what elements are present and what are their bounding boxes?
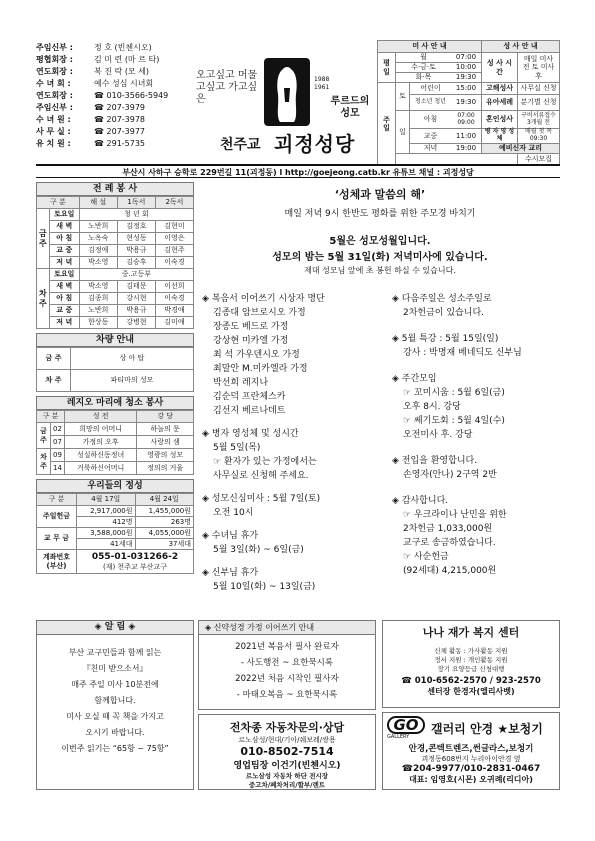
notice-item — [202, 529, 388, 557]
notice-line: 최 석 가우덴시오 가정 — [213, 350, 300, 360]
bible-title: ◈ 신약성경 가정 이어쓰기 안내 — [199, 621, 375, 635]
notice-title-text: 전입을 환영합니다. — [401, 456, 478, 466]
mary-statue-icon — [264, 58, 310, 126]
sunday-label: 주일 — [378, 83, 396, 166]
liturgy-row — [37, 209, 194, 221]
notice-title-text: 감사합니다. — [401, 496, 449, 506]
staff-role: 주임신부 : — [36, 103, 73, 112]
notice-item — [202, 427, 388, 483]
gallery-logo: GO GALLERY — [387, 716, 427, 740]
sacrament-title: 성 사 안 내 — [482, 41, 560, 53]
liturgy-row — [37, 269, 194, 281]
notice-line: 5월 5일(목) — [213, 443, 261, 453]
motto: 오고싶고 머물고싶고 가고싶은 — [196, 70, 258, 105]
legio-cell: 영광의 성모 — [137, 449, 194, 462]
alim-line: 『친미 받으소서』 — [82, 664, 148, 673]
liturgy-cell: 이숙경 — [155, 293, 193, 305]
staff-row — [36, 102, 186, 114]
legio-cell: 정의의 거울 — [137, 462, 194, 475]
notice-title-text: 다음주일은 성소주일로 — [401, 294, 492, 304]
notice-item — [392, 494, 560, 578]
liturgy-row — [37, 233, 194, 245]
legio-row — [37, 449, 194, 462]
liturgy-slot: 아 침 — [49, 293, 79, 305]
liturgy-row — [37, 281, 194, 293]
notices-left — [202, 292, 388, 603]
mass-table: 미 사 안 내 성 사 안 내 평일 월 07:00 성 사 시 간 매일 미사 전 토 미사 후 수·금·토 10:00 화·목 19:30 주일 토 어린이 15:00 고해성사 사무실 신청 청소년 청년 19:30 유아세례 분기별 신청 일 아침 07:00 09:00 혼인성사 구비서류접수 3개월 전 교중 11:00 병 자 영 성 체 매월 첫 목 09:30 저녁 19:00 예비신자 교리 수시모집 — [377, 40, 560, 166]
notice-line: 교구로 송금하였습니다. — [403, 538, 496, 548]
staff-value: 정 호 (빈첸시오) — [94, 43, 152, 52]
diamond-icon: ◈ — [392, 294, 402, 304]
staff-role: 유 치 원 : — [36, 139, 71, 148]
liturgy-cell: 박경애 — [155, 305, 193, 317]
notices-right — [392, 292, 560, 590]
legio-cell: 사랑의 샘 — [137, 436, 194, 449]
offering-label: 주일헌금 — [37, 506, 77, 528]
staff-row — [36, 54, 186, 66]
diamond-icon: ◈ — [392, 456, 402, 466]
liturgy-cell: 박소영 — [79, 257, 117, 269]
staff-value: ☎ 291-5735 — [94, 139, 146, 148]
staff-row — [36, 78, 186, 90]
legio-cell: 희망의 어머니 — [65, 423, 137, 436]
welfare-ad: 나나 재가 복지 센터 신체 활동 : 가사활동 지원 정서 지원 : 개인활동 지원 장기 요양등급 신청대행 ☎ 010-6562-2570 / 923-2570 센터장 한경자(엘리사벳) — [382, 620, 560, 708]
liturgy-cell: 강병현 — [117, 317, 155, 329]
liturgy-slot: 새 벽 — [49, 221, 79, 233]
staff-role: 수 녀 원 : — [36, 115, 71, 124]
staff-role: 연도회장 : — [36, 67, 73, 76]
notice-line: (92세대) 4,215,000원 — [403, 566, 497, 576]
notice-title — [202, 529, 388, 543]
alim-line: 함께합니다. — [94, 696, 136, 705]
alim-title: ◈ 알 림 ◈ — [37, 621, 193, 635]
offering-title: 우리들의 정성 — [36, 479, 194, 493]
liturgy-cell: 김정애 — [79, 245, 117, 257]
legio-cell: 거룩하신어머니 — [65, 462, 137, 475]
notice-title-text: 5월 특강 : 5월 15일(일) — [401, 334, 499, 344]
notice-line: 2차헌금이 있습니다. — [403, 308, 485, 318]
offering-count: 41세대 — [77, 539, 136, 550]
bible-line: 2021년 복음서 필사 완료자 — [235, 642, 339, 652]
notice-title-text: 복음서 이어쓰기 시상자 명단 — [211, 294, 325, 304]
legio-cell: 성실하신동정녀 — [65, 449, 137, 462]
notice-title-text: 성모신심미사 : 5월 7일(토) — [211, 494, 321, 504]
bible-box — [198, 620, 376, 710]
notice-title — [202, 492, 388, 506]
mass-schedule — [377, 40, 560, 166]
staff-row — [36, 114, 186, 126]
legio-week-label: 차 주 — [37, 449, 51, 475]
legio-week-label: 금 주 — [37, 423, 51, 449]
sermon-line-2: 성모의 밤는 5월 31일(화) 저녁미사에 있습니다. — [272, 252, 488, 263]
staff-row — [36, 42, 186, 54]
staff-row — [36, 66, 186, 78]
patron-name: 루르드의 성모 — [330, 96, 370, 119]
vehicle-table: 금 주 상 아 탑 차 주 파티마의 성모 — [36, 347, 194, 392]
church-prefix: 천주교 — [220, 137, 261, 153]
notice-line: 오전 10시 — [213, 508, 254, 518]
diamond-icon: ◈ — [202, 494, 212, 504]
notice-title — [202, 292, 388, 306]
liturgy-cell: 김현주 — [155, 245, 193, 257]
parish-years: 1988 1961 — [314, 76, 330, 91]
liturgy-slot: 새 벽 — [49, 281, 79, 293]
staff-row — [36, 138, 186, 150]
liturgy-cell: 노반희 — [79, 221, 117, 233]
sermon-title: ‘성체과 말씀의 해’ — [334, 188, 426, 201]
notice-item — [392, 332, 560, 360]
sermon-subtitle: 매일 저녁 9시 한반도 평화를 위한 주모경 바치기 — [284, 209, 476, 219]
weekday-label: 평일 — [378, 53, 396, 83]
bible-line: - 마태오복음 ~ 요한묵시록 — [236, 690, 338, 700]
notice-line: 5월 10일(화) ~ 13일(금) — [213, 582, 316, 592]
staff-row — [36, 126, 186, 138]
legio-no: 07 — [51, 436, 65, 449]
liturgy-row — [37, 317, 194, 329]
offering-row — [37, 506, 194, 517]
sermon-line-3: 제대 성모님 앞에 초 봉헌 하실 수 있습니다. — [304, 266, 456, 275]
liturgy-slot: 교 중 — [49, 305, 79, 317]
mass-title: 미 사 안 내 — [378, 41, 482, 53]
staff-value: ☎ 010-3566-5949 — [94, 91, 169, 100]
church-logo — [264, 58, 310, 126]
notice-line: 오전미사 후. 강당 — [403, 430, 473, 440]
notice-line: 김종대 암브로시오 가정 — [213, 308, 306, 318]
offering-amount: 3,588,000원 — [77, 528, 136, 539]
notice-line: ☞ 꼬미시움 : 5월 6일(금) — [403, 388, 505, 398]
notice-item — [392, 292, 560, 320]
legio-title: 레지오 마리애 청소 봉사 — [36, 396, 194, 410]
alim-line: 오시기 바랍니다. — [85, 728, 145, 737]
offering-label: 교 무 금 — [37, 528, 77, 550]
liturgy-cell: 노반희 — [79, 305, 117, 317]
legio-row — [37, 462, 194, 475]
liturgy-cell: 현성동 — [117, 233, 155, 245]
alim-line: 미사 오실 때 꼭 책을 가지고 — [66, 712, 164, 721]
liturgy-cell: 한상동 — [79, 317, 117, 329]
liturgy-row — [37, 305, 194, 317]
liturgy-cell: 김승후 — [117, 257, 155, 269]
staff-value: ☎ 207-3977 — [94, 127, 146, 136]
liturgy-cell: 박용규 — [117, 305, 155, 317]
notice-title — [202, 566, 388, 580]
liturgy-title: 전 례 봉 사 — [36, 182, 194, 196]
legio-no: 09 — [51, 449, 65, 462]
alim-box — [36, 620, 194, 790]
diamond-icon: ◈ — [202, 568, 212, 578]
offering-amount: 4,055,000원 — [135, 528, 194, 539]
notice-line: 강상현 미카엘 가정 — [213, 336, 289, 346]
legio-cell: 가정의 오후 — [65, 436, 137, 449]
notice-line: 5월 3일(화) ~ 6일(금) — [213, 545, 304, 555]
notice-line: 오후 8시. 강당 — [403, 402, 461, 412]
church-header — [190, 40, 370, 155]
offering-count: 37세대 — [135, 539, 194, 550]
legio-no: 02 — [51, 423, 65, 436]
liturgy-row — [37, 257, 194, 269]
liturgy-cell: 김미애 — [155, 317, 193, 329]
legio-table: 구 분 성 전 강 당 금 주 02 희망의 어머니 하늘의 문 07 가정의 오후 사랑의 샘 차 주 09 성실하신동정녀 영광의 성모 14 거룩하신어머니 정의의 거울 — [36, 410, 194, 475]
liturgy-week-label: 차 주 — [37, 269, 50, 329]
notice-item — [392, 372, 560, 442]
notice-line: ☞ 환자가 있는 가정에서는 — [213, 457, 317, 467]
notice-line: ☞ 우크라이나 난민을 위한 — [403, 510, 507, 520]
legio-cell: 하늘의 문 — [137, 423, 194, 436]
liturgy-slot: 저 녁 — [49, 317, 79, 329]
liturgy-cell: 김정호 — [117, 221, 155, 233]
liturgy-cell: 노옥숙 — [79, 233, 117, 245]
staff-row — [36, 90, 186, 102]
notice-title-text: 신부님 휴가 — [211, 568, 259, 578]
liturgy-cell: 김태문 — [117, 281, 155, 293]
notice-item — [202, 566, 388, 594]
notice-title — [392, 292, 560, 306]
liturgy-cell: 이선희 — [155, 281, 193, 293]
liturgy-group: 중.고등부 — [79, 269, 193, 281]
staff-value: ☎ 207-3978 — [94, 115, 146, 124]
offering-row — [37, 528, 194, 539]
notice-line: 사무실로 신청해 주세요. — [213, 471, 309, 481]
staff-value: 예수 성심 시녀회 — [94, 79, 154, 88]
liturgy-cell: 이영은 — [155, 233, 193, 245]
account-number: 055-01-031266-2 — [91, 552, 179, 563]
notice-title — [392, 372, 560, 386]
car-ad: 전차종 자동차문의·상담 르노삼성/현대/기아/쉐보레/쌍용 010-8502-7514 영업팀장 이건기(빈첸시오) 르노삼성 자동차 하단 전시장 중고차/폐차처리/할부/렌트 — [198, 714, 376, 790]
notice-line: ☞ 사순헌금 — [403, 552, 449, 562]
notice-line: ☞ 쎄기도회 : 5월 4일(수) — [403, 416, 505, 426]
liturgy-week-label: 금 주 — [37, 209, 50, 269]
staff-value: ☎ 207-3979 — [94, 103, 146, 112]
notice-line: 2차헌금 1,033,000원 — [403, 524, 493, 534]
liturgy-row — [37, 245, 194, 257]
liturgy-cell: 김종희 — [79, 293, 117, 305]
notice-item — [202, 292, 388, 418]
offering-table: 구 분 4월 17일 4월 24일 주일헌금 2,917,000원 1,455,000원 412명 263명 교 무 금 3,588,000원 4,055,000원 41세대 37세대 계좌번호 (부산) 055-01-031266-2 (재) 천주교 부산교구 — [36, 493, 194, 574]
offering-count: 263명 — [135, 517, 194, 528]
alim-line: 매주 주일 미사 10분전에 — [71, 680, 159, 689]
legio-row — [37, 423, 194, 436]
notice-title — [202, 427, 388, 441]
staff-role: 평협회장 : — [36, 55, 73, 64]
liturgy-slot: 아 침 — [49, 233, 79, 245]
notice-line: 김선지 베르나데트 — [213, 406, 286, 416]
diamond-icon: ◈ — [202, 531, 212, 541]
gallery-ad: GO GALLERY 갤러리 안경 ★보청기 안경,콘텍트렌즈,썬글라스,보청기 괴정동608번지 누리아이안경 옆 ☎204-9977/010-2831-0467 대표: 임영호(시몬) 오귀례(리디아) — [382, 712, 560, 790]
diamond-icon: ◈ — [392, 374, 402, 384]
liturgy-row — [37, 221, 194, 233]
diamond-icon: ◈ — [392, 334, 402, 344]
notice-line: 박선희 레지나 — [213, 378, 269, 388]
liturgy-slot: 저 녁 — [49, 257, 79, 269]
staff-value: 김 미 련 (마 르 타) — [94, 55, 160, 64]
bible-line: 2022년 처음 시작인 필사자 — [235, 674, 339, 684]
staff-role: 수 녀 회 : — [36, 79, 71, 88]
notice-title-text: 수녀님 휴가 — [211, 531, 259, 541]
diamond-icon: ◈ — [202, 294, 212, 304]
staff-role: 주임신부 : — [36, 43, 73, 52]
liturgy-table: 구 분 해 설 1독서 2독서 금 주 토요일 청 년 회 새 벽 노반희 김정호 김현미 아 침 노옥숙 현성동 이영은 교 중 김정애 박용규 김현주 저 녁 박소영 김승후 이숙경 차 주 토요일 중.고등부 새 벽 박소영 김태문 이선희 아 침 김종희 강시현 이숙경 교 중 노반희 박용규 박경애 저 녁 한상동 강병현 김미애 — [36, 196, 194, 329]
alim-line: 부산 교구민들과 함께 읽는 — [68, 648, 162, 657]
notice-item — [202, 492, 388, 520]
legio-no: 14 — [51, 462, 65, 475]
notice-line: 김순덕 프란체스카 — [213, 392, 286, 402]
bible-line: - 사도행전 ~ 요한묵시록 — [240, 658, 334, 668]
liturgy-cell: 김현미 — [155, 221, 193, 233]
liturgy-cell: 이숙경 — [155, 257, 193, 269]
notice-line: 장종도 베드로 가정 — [213, 322, 289, 332]
diamond-icon: ◈ — [202, 429, 212, 439]
sermon-line-1: 5월은 성모성월입니다. — [329, 236, 431, 247]
notice-line: 최말안 M.미카엘라 가정 — [213, 364, 308, 374]
staff-value: 복 진 락 (모 세) — [94, 67, 150, 76]
staff-list — [36, 42, 186, 148]
notice-line: 강사 : 박명재 베네딕도 신부님 — [403, 348, 522, 358]
notice-item — [392, 454, 560, 482]
offering-amount: 1,455,000원 — [135, 506, 194, 517]
notice-title — [392, 494, 560, 508]
liturgy-cell: 박용규 — [117, 245, 155, 257]
address-bar: 부산시 사하구 승학로 229번길 11(괴정동) l http://goejeong.catb.kr 유튜브 채널 : 괴정성당 — [36, 164, 560, 178]
sacrament-time: 성 사 시 간 — [482, 53, 518, 83]
liturgy-slot: 교 중 — [49, 245, 79, 257]
notice-title-text: 주간모임 — [401, 374, 437, 384]
church-name: 괴정성당 — [274, 132, 356, 156]
liturgy-cell: 강시현 — [117, 293, 155, 305]
liturgy-slot: 토요일 — [49, 269, 79, 281]
notice-title — [392, 332, 560, 346]
offering-count: 412명 — [77, 517, 136, 528]
staff-role: 사 무 실 : — [36, 127, 71, 136]
notice-title-text: 병자 영성체 및 성시간 — [211, 429, 299, 439]
liturgy-group: 청 년 회 — [79, 209, 193, 221]
alim-line: 이번주 읽기는 “65항 ~ 75항” — [61, 744, 169, 753]
liturgy-cell: 박소영 — [79, 281, 117, 293]
notice-title — [392, 454, 560, 468]
liturgy-slot: 토요일 — [49, 209, 79, 221]
notice-line: 손영자(안나) 2구역 2반 — [403, 470, 497, 480]
liturgy-row — [37, 293, 194, 305]
staff-role: 연도회장 : — [36, 91, 73, 100]
diamond-icon: ◈ — [392, 496, 402, 506]
legio-row — [37, 436, 194, 449]
left-column — [36, 182, 194, 574]
vehicle-title: 차량 안내 — [36, 333, 194, 347]
offering-amount: 2,917,000원 — [77, 506, 136, 517]
